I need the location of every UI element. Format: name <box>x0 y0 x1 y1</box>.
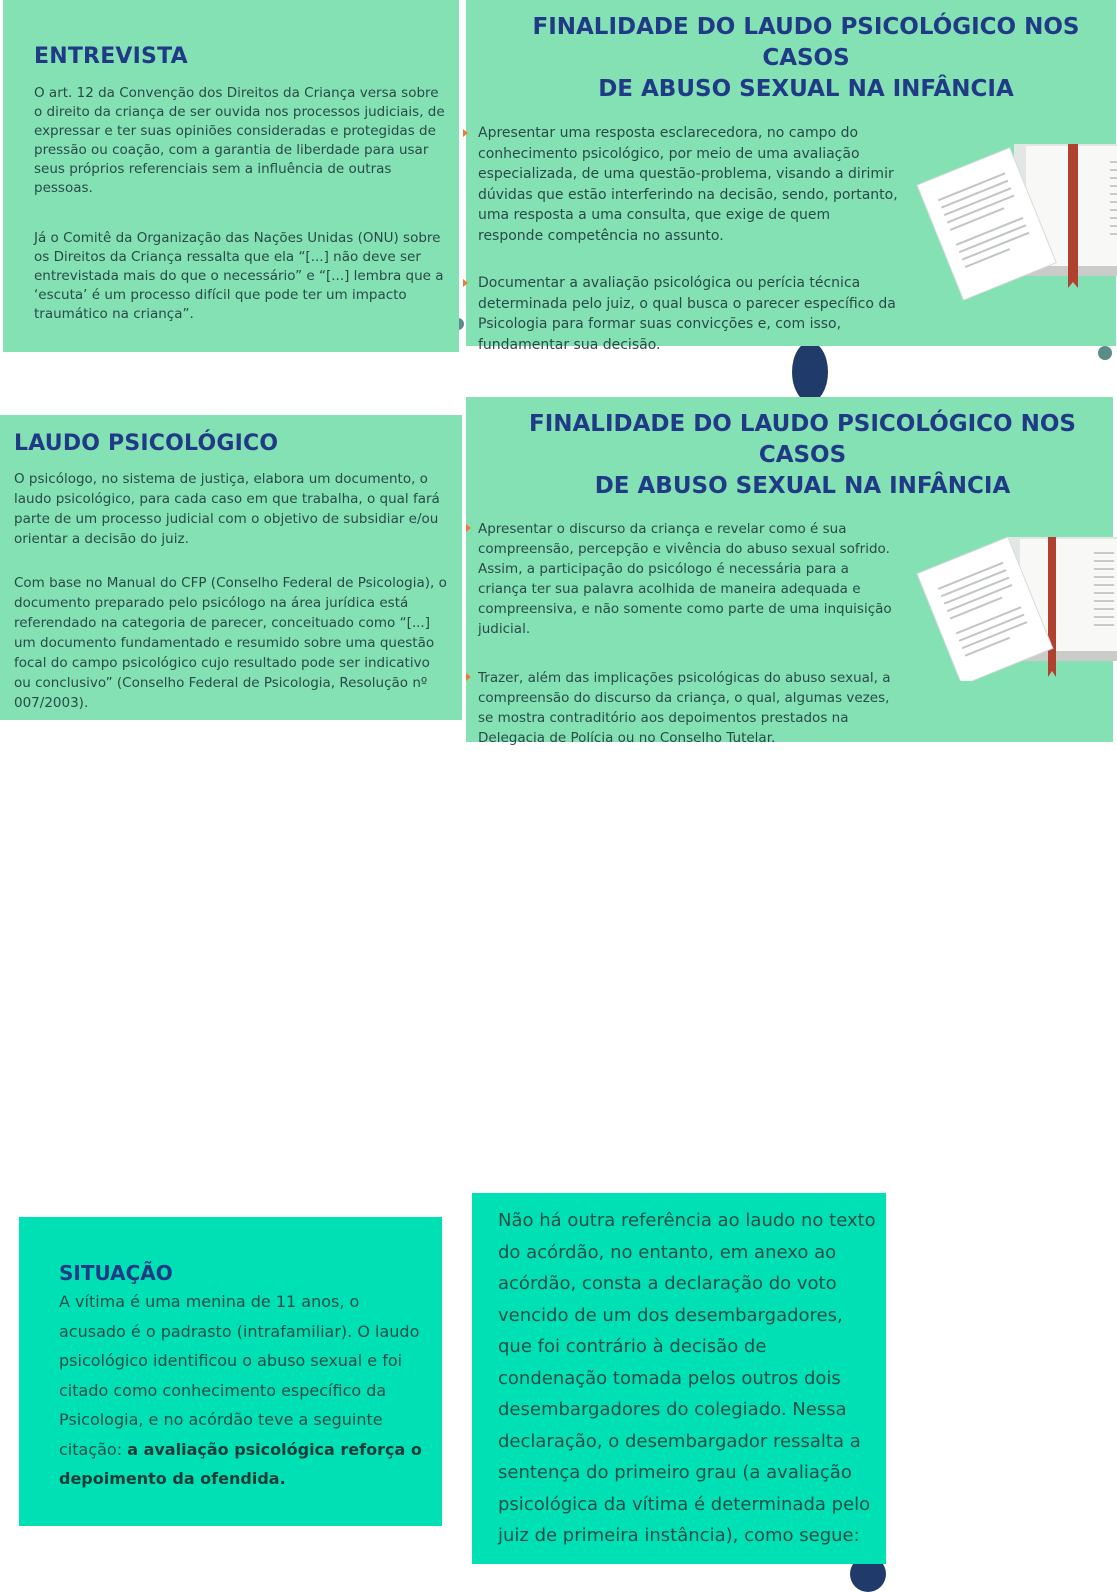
finalidade-panel-2 <box>466 397 1113 746</box>
finalidade-bullet-2: Trazer, além das implicações psicológicas do abuso sexual, a compreensão do discurso da criança, o qual, algumas vezes, se mostra contraditório aos depoimentos prestados na Delegacia de Polícia ou no Conselho Tutelar. <box>478 670 891 746</box>
bullet-arrow-icon <box>466 673 471 681</box>
situacao-body: A vítima é uma menina de 11 anos, o acusado é o padrasto (intrafamiliar). O laudo psicológico identificou o abuso sexual e foi citado como conhecimento específico da Psicologia, e no acórdão teve a seguinte citação: <box>59 1292 420 1459</box>
list-item <box>466 273 898 355</box>
laudo-panel <box>0 415 462 720</box>
finalidade-bullet-1: Apresentar o discurso da criança e revelar como é sua compreensão, percepção e vivência do abuso sexual sofrido. Assim, a participação do psicólogo é necessária para a criança ter sua palavra acolhida de maneira adequada e compreensiva, e não somente como parte de uma inquisição judicial. <box>478 521 892 637</box>
finalidade-list <box>466 519 894 748</box>
laudo-paragraph-2: Com base no Manual do CFP (Conselho Federal de Psicologia), o documento preparado pelo psicólogo na área jurídica está referendado na categoria de parecer, conceituado como “[...] um documento fundamentado e resumido sobre uma questão focal do campo psicológico cujo resultado pode ser indicativo ou conclusivo” (Conselho Federal de Psicologia, Resolução nº 007/2003). <box>14 575 447 711</box>
entrevista-paragraph-2: Já o Comitê da Organização das Nações Unidas (ONU) sobre os Direitos da Criança ressalta que ela “[...] não deve ser entrevistada mais do que o necessário” e “[...] lembra que a ‘escuta’ é um processo difícil que pode ter um impacto traumático na criança”. <box>34 230 444 322</box>
referencia-panel <box>472 1193 886 1564</box>
bullet-arrow-icon <box>463 129 468 137</box>
finalidade-title-line-1: FINALIDADE DO LAUDO PSICOLÓGICO NOS CASOS <box>528 411 1076 468</box>
finalidade-bullet-2: Documentar a avaliação psicológica ou perícia técnica determinada pelo juiz, o qual busca o parecer específico da Psicologia para formar suas convicções e, com isso, fundamentar sua decisão. <box>478 275 896 353</box>
situacao-text <box>59 1287 424 1494</box>
finalidade-title-line-2: DE ABUSO SEXUAL NA INFÂNCIA <box>594 473 1011 499</box>
list-item <box>466 519 894 639</box>
finalidade-panel-1 <box>466 0 1116 353</box>
book-illustration <box>894 132 1117 302</box>
laudo-paragraph-1: O psicólogo, no sistema de justiça, elabora um documento, o laudo psicológico, para cada caso em que trabalha, o qual fará parte de um processo judicial com o objetivo de subsidiar e/ou orientar a decisão do juiz. <box>14 471 440 547</box>
finalidade-title-line-1: FINALIDADE DO LAUDO PSICOLÓGICO NOS CASOS <box>532 14 1080 71</box>
list-item <box>466 123 898 246</box>
laudo-title: LAUDO PSICOLÓGICO <box>14 431 279 456</box>
bookmark-ribbon-icon <box>1048 537 1056 677</box>
situacao-highlight: a avaliação psicológica reforça o depoimento da ofendida. <box>59 1439 422 1488</box>
entrevista-paragraph-1: O art. 12 da Convenção dos Direitos da Criança versa sobre o direito da criança de ser ouvida nos processos judiciais, de expressar e ter suas opiniões consideradas e protegidas de pressão ou coação, com a garantia de liberdade para usar seus próprios referenciais sem a influência de outras pessoas. <box>34 85 445 196</box>
list-item <box>466 668 894 748</box>
entrevista-panel <box>3 0 459 352</box>
book-illustration <box>898 521 1117 681</box>
situacao-panel <box>19 1217 442 1526</box>
situacao-title: SITUAÇÃO <box>59 1261 173 1285</box>
bullet-arrow-icon <box>466 524 471 532</box>
bullet-arrow-icon <box>463 279 468 287</box>
bookmark-ribbon-icon <box>1068 144 1078 288</box>
referencia-text: Não há outra referência ao laudo no texto do acórdão, no entanto, em anexo ao acórdão, consta a declaração do voto vencido de um dos desembargadores, que foi contrário à decisão de condenação tomada pelos outros dois desembargadores do colegiado. Nessa declaração, o desembargador ressalta a sentença do primeiro grau (a avaliação psicológica da vítima é determinada pelo juiz de primeira instância), como segue: <box>498 1210 876 1546</box>
entrevista-title: ENTREVISTA <box>34 44 188 69</box>
finalidade-title-line-2: DE ABUSO SEXUAL NA INFÂNCIA <box>598 76 1014 102</box>
decorative-dot <box>1098 346 1112 360</box>
finalidade-list <box>466 123 898 355</box>
finalidade-bullet-1: Apresentar uma resposta esclarecedora, no campo do conhecimento psicológico, por meio de uma avaliação especializada, de uma questão-problema, visando a dirimir dúvidas que estão interferindo na decisão, sendo, portanto, uma resposta a uma consulta, que exige de quem responde competência no assunto. <box>478 125 898 244</box>
